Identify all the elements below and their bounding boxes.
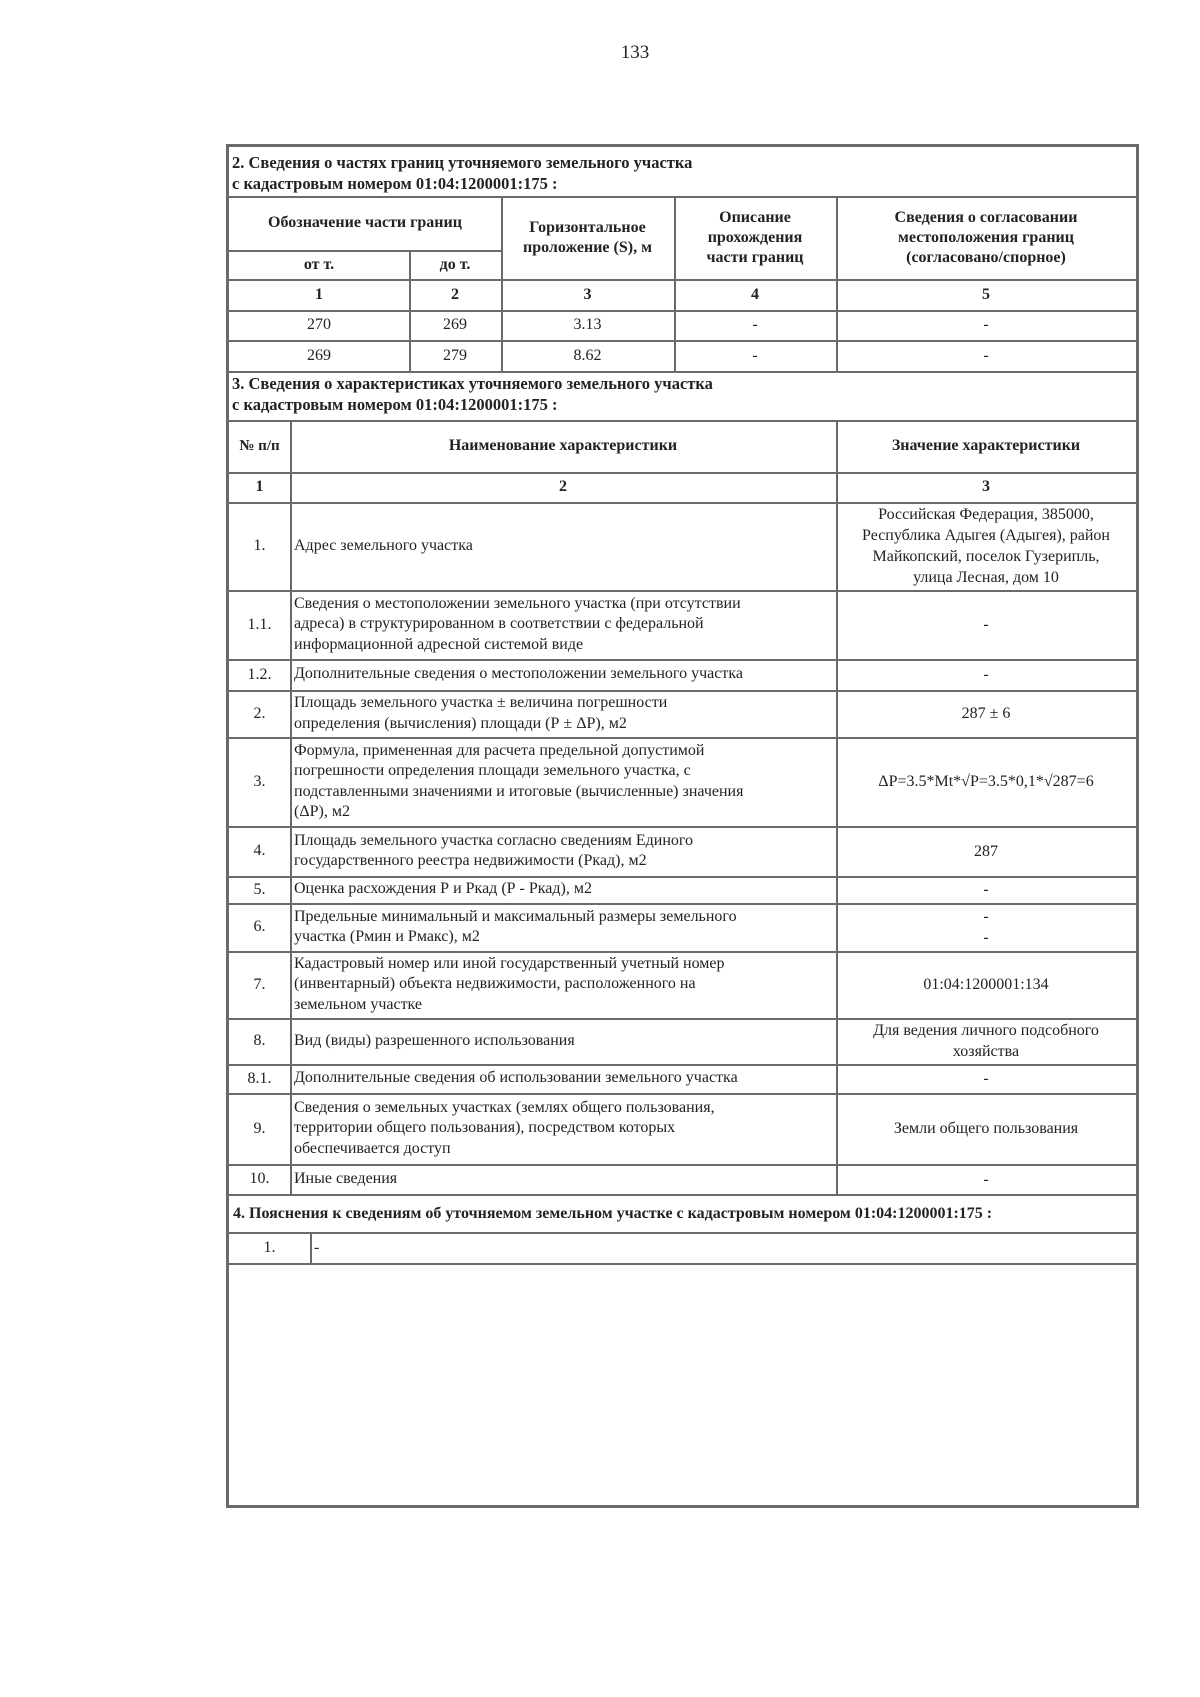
section-3-title-line-1: 3. Сведения о характеристиках уточняемого земельного участка [232, 374, 713, 393]
characteristic-value: - [983, 881, 989, 898]
column-number: 2 [451, 285, 459, 303]
table-cell: 279 [443, 346, 467, 364]
table-cell: - [752, 346, 758, 364]
column-number: 2 [559, 478, 567, 495]
column-number: 1 [255, 478, 264, 495]
characteristic-value: - [983, 1170, 989, 1188]
row-number: 6. [253, 918, 266, 935]
table-cell: - [983, 346, 989, 364]
row-number: 10. [249, 1170, 270, 1187]
characteristic-name: Предельные минимальный и максимальный размеры земельного участка (Рмин и Рмакс), м2 [294, 907, 737, 945]
table-cell: - [983, 316, 989, 333]
header-row-number: № п/п [239, 438, 280, 454]
table-cell: 269 [443, 316, 467, 333]
characteristic-value: - [983, 666, 989, 683]
row-number: 8. [253, 1032, 266, 1049]
table-cell: - [752, 316, 758, 333]
header-to-point: до т. [439, 255, 471, 273]
characteristic-name: Адрес земельного участка [294, 536, 473, 554]
characteristic-name: Оценка расхождения Р и Ркад (Р - Ркад), м2 [294, 880, 592, 898]
characteristic-value: Для ведения личного подсобного хозяйства [873, 1022, 1099, 1060]
page-number: 133 [620, 42, 650, 63]
row-number: 8.1. [247, 1069, 272, 1087]
characteristic-value: - [983, 1070, 989, 1087]
characteristic-value: - - [983, 908, 989, 946]
header-characteristic-name: Наименование характеристики [448, 437, 678, 454]
characteristic-value: ΔР=3.5*Mt*√Р=3.5*0,1*√287=6 [878, 773, 1094, 790]
header-characteristic-value: Значение характеристики [891, 437, 1081, 454]
characteristic-name: Формула, примененная для расчета предельной допустимой погрешности определения площади земельного участка, с подставленными значениями и итоговые (вычисленные) значения (ΔР), м2 [294, 741, 744, 820]
column-number: 4 [751, 285, 759, 303]
characteristic-name: Площадь земельного участка ± величина погрешности определения (вычисления) площади (Р ± ΔР), м2 [294, 694, 668, 732]
table-cell: 8.62 [573, 346, 602, 364]
characteristic-name: Кадастровый номер или иной государственный учетный номер (инвентарный) объекта недвижимости, расположенного на земельном участке [294, 954, 725, 1013]
section-2-title-line-1: 2. Сведения о частях границ уточняемого земельного участка [232, 153, 693, 172]
header-boundary-description: Описание прохождения части границ [706, 208, 804, 266]
section-4-title: 4. Пояснения к сведениям об уточняемом земельном участке с кадастровым номером 01:04:1200001:175 : [233, 1205, 993, 1222]
row-number: 4. [253, 842, 266, 859]
row-number: 3. [253, 772, 266, 790]
section-2-title-line-2: с кадастровым номером 01:04:1200001:175 : [232, 174, 558, 193]
section-3-row-rule [229, 1194, 1136, 1196]
characteristic-name: Сведения о местоположении земельного участка (при отсутствии адреса) в структурированном в соответствии с федеральной информационной адресной системой виде [294, 594, 741, 653]
characteristic-name: Вид (виды) разрешенного использования [294, 1031, 575, 1049]
row-number: 1. [253, 537, 266, 554]
characteristic-name: Сведения о земельных участках (землях общего пользования, территории общего пользования), посредством которых обеспечивается доступ [294, 1098, 715, 1157]
characteristic-value: 01:04:1200001:134 [923, 976, 1049, 993]
row-number: 1.1. [247, 615, 272, 633]
section-3-title [232, 373, 713, 415]
column-number: 3 [982, 478, 990, 495]
column-number: 3 [583, 285, 592, 303]
column-number: 5 [982, 285, 990, 303]
characteristic-name: Дополнительные сведения об использовании земельного участка [294, 1069, 738, 1087]
characteristic-value: - [983, 616, 989, 633]
row-number: 9. [253, 1119, 266, 1137]
header-boundary-agreement: Сведения о согласовании местоположения границ (согласовано/спорное) [894, 208, 1078, 266]
characteristic-value: 287 [974, 842, 998, 860]
characteristic-name: Площадь земельного участка согласно сведениям Единого государственного реестра недвижимости (Ркад), м2 [294, 831, 694, 869]
section-2-title [232, 152, 692, 194]
characteristic-value: Российская Федерация, 385000, Республика Адыгея (Адыгея), район Майкопский, поселок Гузерипль, улица Лесная, дом 10 [862, 506, 1110, 586]
characteristic-name: Иные сведения [294, 1169, 398, 1187]
table-cell: 270 [307, 316, 331, 333]
table-cell: 3.13 [573, 316, 602, 333]
characteristic-value: 287 ± 6 [961, 705, 1011, 722]
explanation-text: - [314, 1238, 320, 1256]
header-part-designation: Обозначение части границ [268, 214, 462, 231]
header-from-point: от т. [303, 255, 335, 273]
section-2-table-bottom-rule [229, 371, 1136, 373]
row-number: 1.2. [247, 665, 272, 683]
section-4-row-rule [229, 1263, 1136, 1265]
characteristic-name: Дополнительные сведения о местоположении земельного участка [294, 665, 743, 683]
characteristic-value: Земли общего пользования [893, 1120, 1079, 1137]
row-number: 7. [253, 975, 266, 993]
header-horizontal-distance: Горизонтальное проложение (S), м [523, 218, 652, 256]
column-number: 1 [315, 285, 323, 303]
row-number: 2. [253, 704, 266, 722]
explanation-number: 1. [263, 1238, 276, 1256]
section-3-title-line-2: с кадастровым номером 01:04:1200001:175 : [232, 395, 558, 414]
row-number: 5. [253, 880, 266, 898]
table-cell: 269 [307, 346, 331, 364]
